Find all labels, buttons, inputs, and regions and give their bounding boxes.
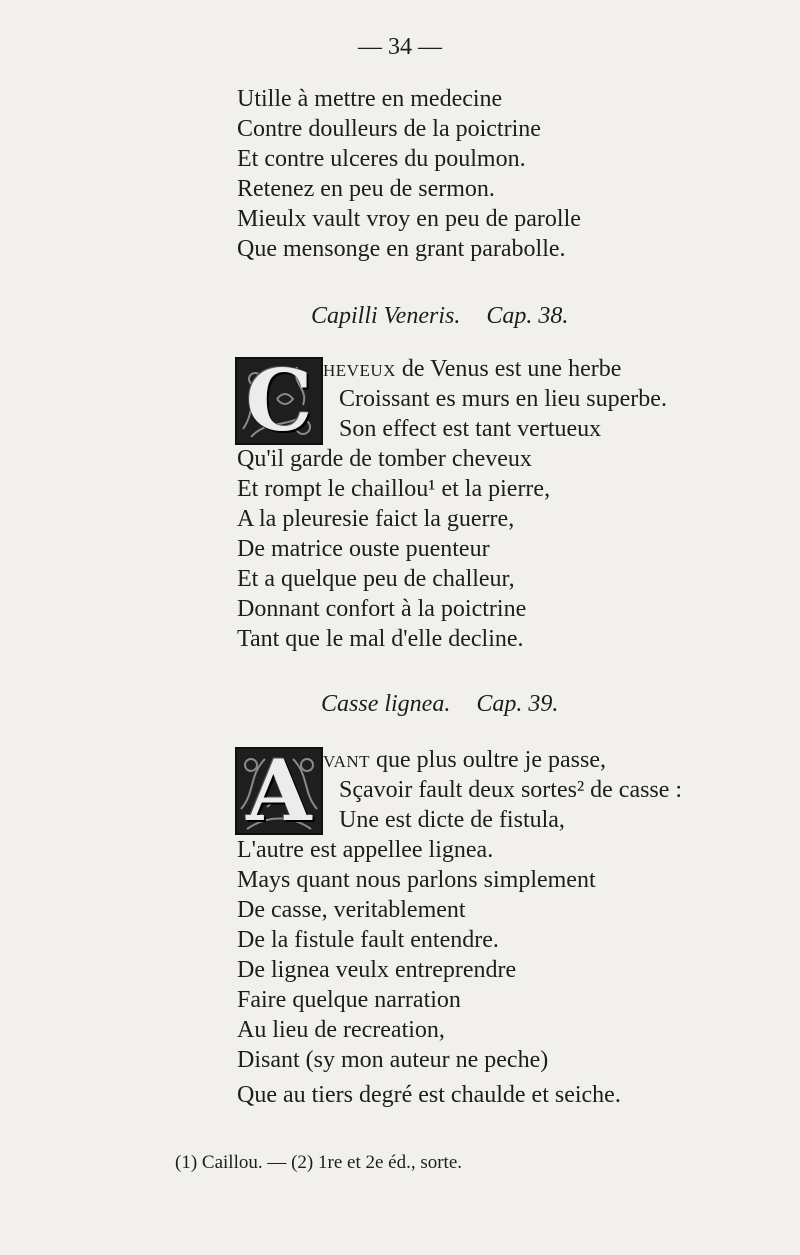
verse-line: Contre doulleurs de la poictrine xyxy=(237,116,541,142)
verse-line: Que au tiers degré est chaulde et seiche. xyxy=(237,1082,621,1108)
verse-line: Croissant es murs en lieu superbe. xyxy=(339,386,667,412)
verse-line: Et rompt le chaillou¹ et la pierre, xyxy=(237,476,551,502)
ornamental-initial-a xyxy=(235,747,323,835)
footnote: (1) Caillou. — (2) 1re et 2e éd., sorte. xyxy=(175,1152,463,1173)
ornamental-initial-c xyxy=(235,357,323,445)
verse-line: De casse, veritablement xyxy=(237,897,466,923)
first-word-rest: vant xyxy=(323,747,371,773)
initial-letter: A xyxy=(246,747,312,835)
initial-letter: C xyxy=(245,357,313,445)
chapter-label: Cap. 39. xyxy=(476,691,559,717)
verse-line: De la fistule fault entendre. xyxy=(237,927,499,953)
first-line-rest: de Venus est une herbe xyxy=(395,356,622,382)
verse-line: Disant (sy mon auteur ne peche) xyxy=(237,1047,549,1073)
verse-line-first xyxy=(323,354,621,384)
verse-line: Une est dicte de fistula, xyxy=(339,807,565,833)
verse-line: A la pleuresie faict la guerre, xyxy=(237,506,515,532)
section-title: Casse lignea. xyxy=(321,691,451,717)
verse-line-first xyxy=(323,745,606,775)
verse-line: Tant que le mal d'elle decline. xyxy=(237,626,524,652)
verse-line: Utille à mettre en medecine xyxy=(237,86,503,112)
first-word-rest: heveux xyxy=(323,356,396,382)
verse-line: Et contre ulceres du poulmon. xyxy=(237,146,526,172)
section-heading-casse-lignea xyxy=(321,691,558,718)
verse-line: Son effect est tant vertueux xyxy=(339,416,602,442)
section-heading-capilli-veneris xyxy=(311,303,568,330)
verse-line: De lignea veulx entreprendre xyxy=(237,957,517,983)
section-title: Capilli Veneris. xyxy=(311,303,461,329)
verse-line: Mays quant nous parlons simplement xyxy=(237,867,596,893)
verse-line: Sçavoir fault deux sortes² de casse : xyxy=(339,777,683,803)
first-line-rest: que plus oultre je passe, xyxy=(370,747,606,773)
chapter-label: Cap. 38. xyxy=(486,303,569,329)
verse-line: Mieulx vault vroy en peu de parolle xyxy=(237,206,581,232)
verse-line: De matrice ouste puenteur xyxy=(237,536,490,562)
verse-line: L'autre est appellee lignea. xyxy=(237,837,494,863)
page-number: — 34 — xyxy=(358,34,442,60)
verse-line: Retenez en peu de sermon. xyxy=(237,176,495,202)
verse-line: Faire quelque narration xyxy=(237,987,461,1013)
verse-line: Qu'il garde de tomber cheveux xyxy=(237,446,532,472)
verse-line: Et a quelque peu de challeur, xyxy=(237,566,515,592)
verse-line: Que mensonge en grant parabolle. xyxy=(237,236,566,262)
verse-line: Au lieu de recreation, xyxy=(237,1017,445,1043)
verse-line: Donnant confort à la poictrine xyxy=(237,596,527,622)
